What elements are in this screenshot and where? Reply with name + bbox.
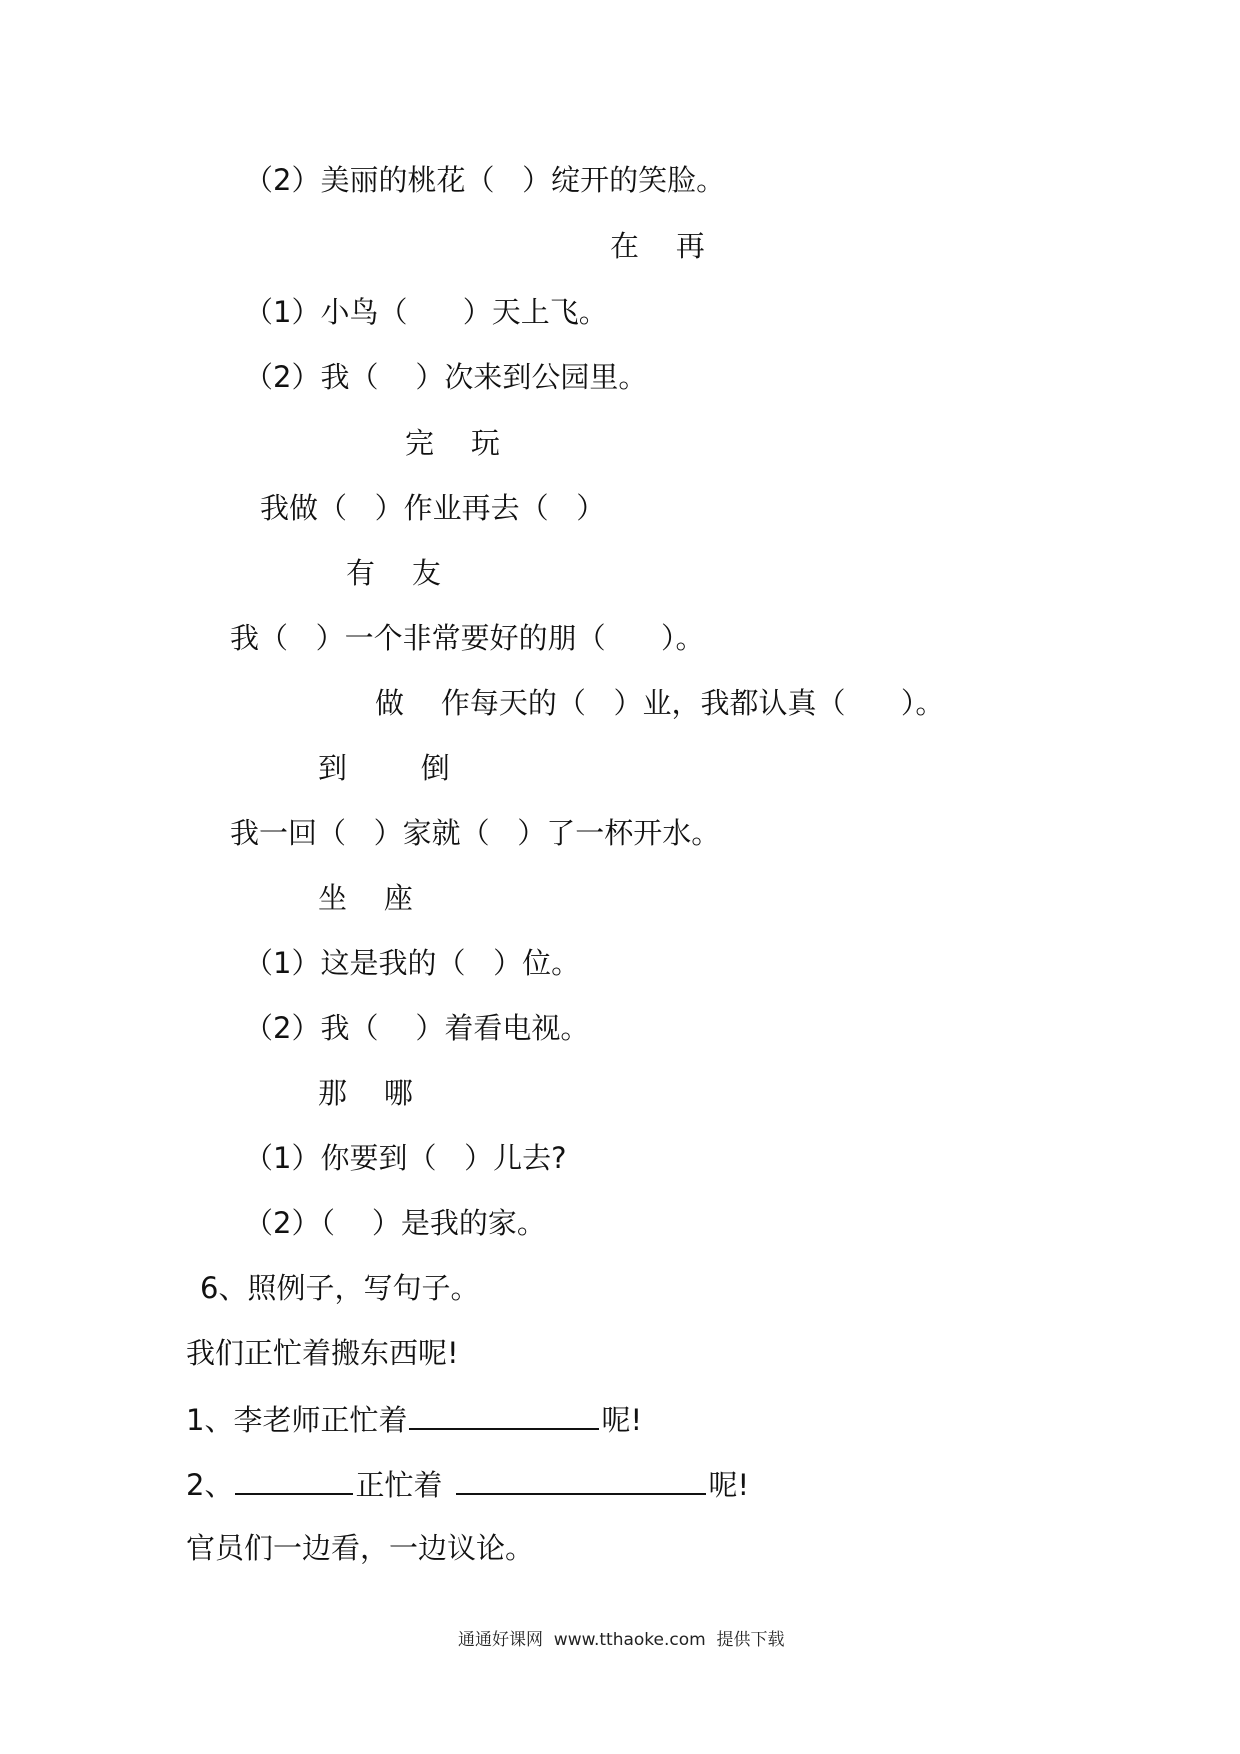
- word-pair-dao: 到 倒: [318, 751, 450, 785]
- word-pair-zai: 在 再: [610, 229, 705, 263]
- sentence-2-tv: （2）我（ ）着看电视。: [244, 1011, 590, 1045]
- fill-sentence-2: [186, 1463, 749, 1505]
- word-pair-you: 有 友: [346, 556, 441, 590]
- answer-blank-3[interactable]: [456, 1463, 706, 1495]
- fill-sentence-1-prefix: 1、李老师正忙着: [186, 1403, 408, 1437]
- sentence-homework: 我做（ ）作业再去（ ）: [260, 491, 606, 525]
- fill-sentence-2-suffix: 呢!: [708, 1468, 750, 1502]
- sentence-water: 我一回（ ）家就（ ）了一杯开水。: [230, 816, 721, 850]
- fill-sentence-2-middle: 正忙着: [355, 1468, 443, 1502]
- example-sentence-2: 官员们一边看，一边议论。: [186, 1531, 535, 1565]
- sentence-1-bird: （1）小鸟（ ）天上飞。: [244, 295, 608, 329]
- example-sentence: 我们正忙着搬东西呢!: [186, 1336, 459, 1370]
- fill-sentence-2-prefix: 2、: [186, 1468, 234, 1502]
- footer-source: 通通好课网 www.tthaoke.com 提供下载: [458, 1630, 785, 1650]
- word-pair-na: 那 哪: [318, 1076, 413, 1110]
- section-6-heading: 6、照例子，写句子。: [200, 1271, 480, 1305]
- sentence-1-where: （1）你要到（ ）儿去?: [244, 1141, 567, 1175]
- answer-blank-1[interactable]: [409, 1398, 599, 1430]
- answer-blank-2[interactable]: [235, 1463, 353, 1495]
- sentence-2-home: （2）（ ）是我的家。: [244, 1206, 546, 1240]
- word-pair-zuo-seat: 坐 座: [318, 881, 413, 915]
- word-pair-wan: 完 玩: [405, 426, 500, 460]
- sentence-2-peach: （2）美丽的桃花（ ）绽开的笑脸。: [244, 163, 726, 197]
- fill-sentence-1-suffix: 呢!: [601, 1403, 643, 1437]
- fill-sentence-1: [186, 1398, 642, 1440]
- sentence-2-park: （2）我（ ）次来到公园里。: [244, 360, 648, 394]
- sentence-1-seat: （1）这是我的（ ）位。: [244, 946, 581, 980]
- sentence-friend: 我（ ）一个非常要好的朋（ ）。: [230, 621, 705, 655]
- sentence-zuo-work: 做 作每天的（ ）业，我都认真（ ）。: [375, 686, 945, 720]
